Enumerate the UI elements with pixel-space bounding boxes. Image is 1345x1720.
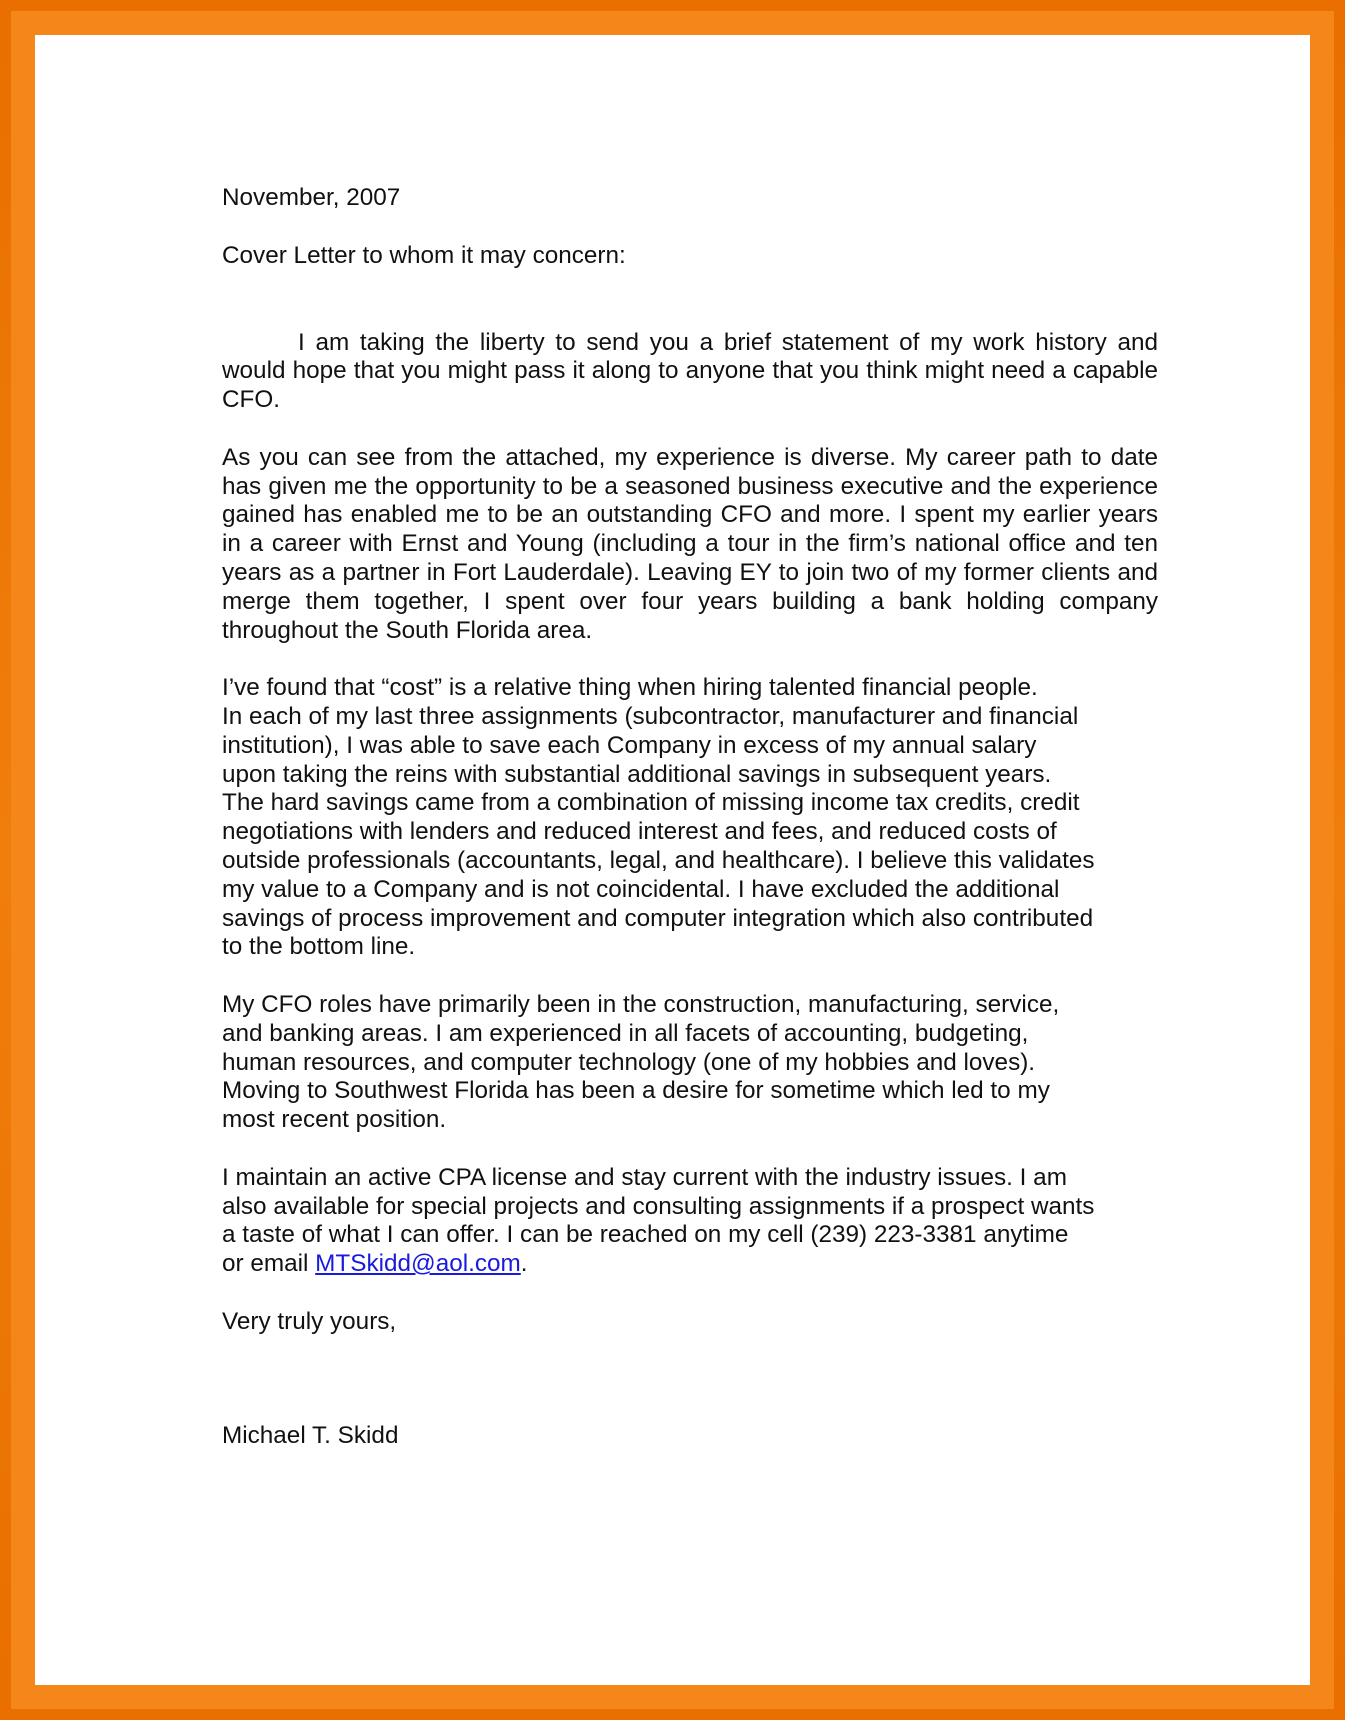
letter-signature: Michael T. Skidd: [222, 1422, 399, 1450]
paragraph-cfo-roles: [222, 991, 1158, 1135]
letter-page: [35, 35, 1310, 1685]
paragraph-experience: As you can see from the attached, my experience is diverse. My career path to date has given me the opportunity to be a seasoned business executive and the experience gained has enabled me to be an outstanding CFO and more. I spent my earlier years in a career with Ernst and Young (including a tour in the firm’s national office and ten years as a partner in Fort Lauderdale). Leaving EY to join two of my former clients and merge them together, I spent over four years building a bank holding company throughout the South Florida area.: [222, 443, 1158, 644]
paragraph-line: my value to a Company and is not coincidental. I have excluded the additional: [222, 875, 1060, 903]
paragraph-line: also available for special projects and consulting assignments if a prospect wants: [222, 1192, 1095, 1220]
letter-date: November, 2007: [222, 184, 401, 211]
paragraph-line: I’ve found that “cost” is a relative thing when hiring talented financial people.: [222, 674, 1038, 702]
paragraph-line: to the bottom line.: [222, 933, 416, 961]
paragraph-line: I maintain an active CPA license and stay current with the industry issues. I am: [222, 1163, 1067, 1191]
paragraph-intro: I am taking the liberty to send you a brief statement of my work history and would hope that you might pass it along to anyone that you think might need a capable CFO.: [222, 328, 1158, 414]
paragraph-line: institution), I was able to save each Company in excess of my annual salary: [222, 731, 1037, 759]
paragraph-cost-savings: [222, 674, 1158, 962]
email-suffix: .: [520, 1250, 528, 1278]
paragraph-line: most recent position.: [222, 1106, 447, 1134]
email-link[interactable]: MTSkidd@aol.com: [315, 1250, 521, 1278]
paragraph-line: outside professionals (accountants, legal, and healthcare). I believe this validates: [222, 846, 1095, 874]
paragraph-line: In each of my last three assignments (subcontractor, manufacturer and financial: [222, 702, 1079, 730]
paragraph-line: and banking areas. I am experienced in all facets of accounting, budgeting,: [222, 1019, 1029, 1047]
letter-body: [222, 184, 1158, 1451]
paragraph-line: My CFO roles have primarily been in the construction, manufacturing, service,: [222, 990, 1060, 1018]
letter-salutation: Cover Letter to whom it may concern:: [222, 241, 626, 269]
paragraph-line-email: [222, 1250, 1158, 1279]
paragraph-line: Moving to Southwest Florida has been a desire for sometime which led to my: [222, 1077, 1050, 1105]
paragraph-line: human resources, and computer technology (one of my hobbies and loves).: [222, 1048, 1036, 1076]
paragraph-line: The hard savings came from a combination of missing income tax credits, credit: [222, 789, 1080, 817]
paragraph-line: negotiations with lenders and reduced interest and fees, and reduced costs of: [222, 818, 1057, 846]
letter-closing: Very truly yours,: [222, 1307, 397, 1335]
paragraph-line: savings of process improvement and computer integration which also contributed: [222, 904, 1094, 932]
paragraph-line: upon taking the reins with substantial additional savings in subsequent years.: [222, 760, 1052, 788]
paragraph-contact: [222, 1164, 1158, 1279]
paragraph-line: a taste of what I can offer. I can be reached on my cell (239) 223-3381 anytime: [222, 1221, 1069, 1249]
email-prefix: or email: [222, 1250, 316, 1278]
